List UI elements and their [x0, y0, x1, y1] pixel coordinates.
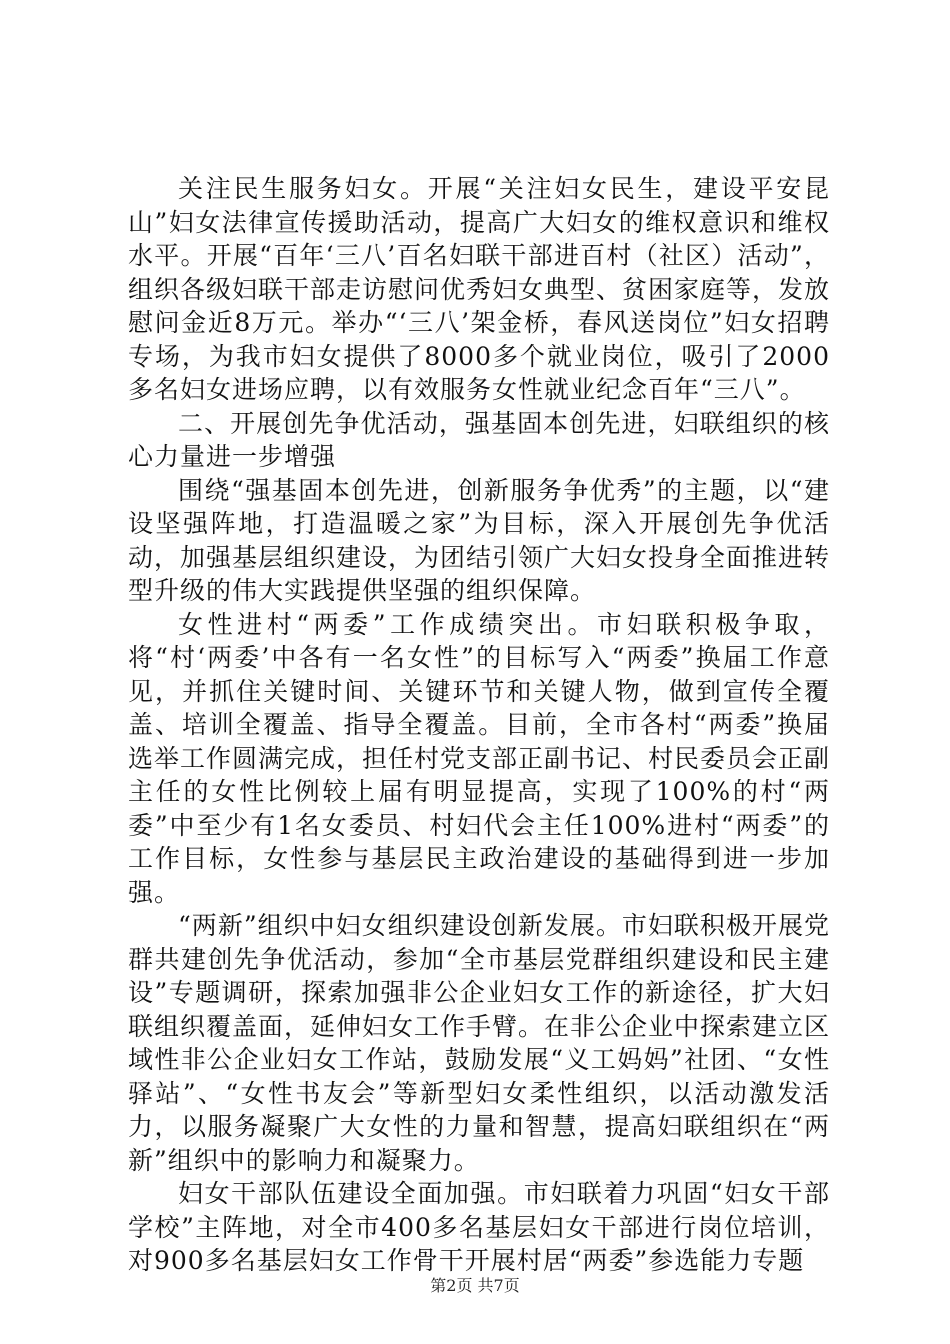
page-number: 第2页 共7页: [430, 1276, 520, 1295]
paragraph-livelihood: 关注民生服务妇女。开展“关注妇女民生，建设平安昆山”妇女法律宣传援助活动，提高广大妇女的维权意识和维权水平。开展“百年‘三八’百名妇联干部进百村（社区）活动”，组织各级妇联干部走访慰问优秀妇女典型、贫困家庭等，发放慰问金近8万元。举办“‘三八’架金桥，春风送岗位”妇女招聘专场，为我市妇女提供了8000多个就业岗位，吸引了2000多名妇女进场应聘，以有效服务女性就业纪念百年“三八”。: [128, 174, 831, 404]
paragraph-theme: 围绕“强基固本创先进，创新服务争优秀”的主题，以“建设坚强阵地，打造温暖之家”为目标，深入开展创先争优活动，加强基层组织建设，为团结引领广大妇女投身全面推进转型升级的伟大实践提供坚强的组织保障。: [128, 475, 831, 605]
page-footer: [0, 1276, 950, 1296]
paragraph-cadre-team: 妇女干部队伍建设全面加强。市妇联着力巩固“妇女干部学校”主阵地，对全市400多名基层妇女干部进行岗位培训，对900多名基层妇女工作骨干开展村居“两委”参选能力专题: [128, 1179, 830, 1275]
paragraph-two-new-organizations: “两新”组织中妇女组织建设创新发展。市妇联积极开展党群共建创先争优活动，参加“全市基层党群组织建设和民主建设”专题调研，探索加强非公企业妇女工作的新途径，扩大妇联组织覆盖面，延伸妇女工作手臂。在非公企业中探索建立区域性非公企业妇女工作站，鼓励发展“义工妈妈”社团、“女性驿站”、“女性书友会”等新型妇女柔性组织，以活动激发活力，以服务凝聚广大女性的力量和智慧，提高妇联组织在“两新”组织中的影响力和凝聚力。: [128, 911, 831, 1175]
paragraph-village-committee: 女性进村“两委”工作成绩突出。市妇联积极争取，将“村‘两委’中各有一名女性”的目标写入“两委”换届工作意见，并抓住关键时间、关键环节和关键人物，做到宣传全覆盖、培训全覆盖、指导全覆盖。目前，全市各村“两委”换届选举工作圆满完成，担任村党支部正副书记、村民委员会正副主任的女性比例较上届有明显提高，实现了100%的村“两委”中至少有1名女委员、村妇代会主任100%进村“两委”的工作目标，女性参与基层民主政治建设的基础得到进一步加强。: [128, 609, 831, 907]
section-heading-two: 二、开展创先争优活动，强基固本创先进，妇联组织的核心力量进一步增强: [128, 408, 830, 471]
body-text: [128, 172, 830, 1278]
